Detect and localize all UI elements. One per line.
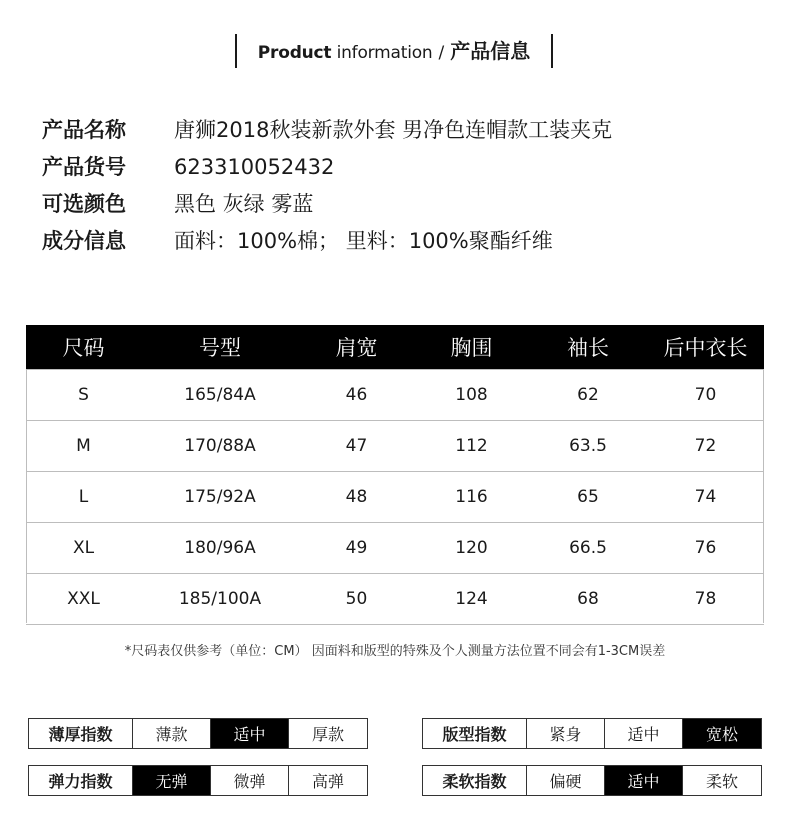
table-cell: 65	[529, 472, 647, 523]
table-cell: 62	[529, 370, 647, 421]
table-cell: 49	[299, 523, 414, 574]
size-note: *尺码表仅供参考（单位：CM） 因面料和版型的特殊及个人测量方法位置不同会有1-3CM误差	[124, 644, 666, 659]
softness-option: 柔软	[705, 772, 738, 791]
title-english	[258, 43, 433, 63]
info-label: 产品货号	[42, 155, 126, 179]
table-cell: XXL	[26, 574, 141, 625]
header-spec: 号型	[141, 325, 299, 370]
title-text	[237, 34, 551, 68]
table-cell: 50	[299, 574, 414, 625]
info-row-name	[42, 112, 612, 149]
table-row	[26, 370, 764, 421]
table-cell: M	[26, 421, 141, 472]
header-sleeve: 袖长	[529, 325, 647, 370]
header-size: 尺码	[26, 325, 141, 370]
elasticity-index	[28, 765, 368, 796]
info-label: 可选颜色	[42, 192, 126, 216]
table-cell: 175/92A	[141, 472, 299, 523]
info-row-composition	[42, 223, 612, 260]
elasticity-index-label: 弹力指数	[29, 766, 133, 795]
table-cell: 74	[647, 472, 764, 523]
info-label: 成分信息	[42, 229, 126, 253]
table-cell: 70	[647, 370, 764, 421]
table-cell: 165/84A	[141, 370, 299, 421]
table-cell: S	[26, 370, 141, 421]
softness-option: 适中	[605, 766, 683, 795]
table-cell: 124	[414, 574, 529, 625]
elasticity-option: 微弹	[211, 766, 289, 795]
fit-option: 紧身	[527, 719, 605, 748]
thickness-index	[28, 718, 368, 749]
table-header-row	[26, 325, 764, 370]
title-separator: /	[438, 43, 445, 63]
table-cell: 48	[299, 472, 414, 523]
softness-index	[422, 765, 762, 796]
title-chinese: 产品信息	[450, 39, 531, 63]
table-cell: 116	[414, 472, 529, 523]
fit-option: 宽松	[683, 719, 761, 748]
thickness-index-label: 薄厚指数	[29, 719, 133, 748]
info-row-colors	[42, 186, 612, 223]
table-cell: 185/100A	[141, 574, 299, 625]
table-cell: 112	[414, 421, 529, 472]
info-row-sku	[42, 149, 612, 186]
table-row	[26, 472, 764, 523]
table-cell: 170/88A	[141, 421, 299, 472]
table-cell: 66.5	[529, 523, 647, 574]
header-shoulder: 肩宽	[299, 325, 414, 370]
info-value: 黑色 灰绿 雾蓝	[174, 192, 314, 216]
title-english-bold: Product	[257, 43, 332, 63]
elasticity-option: 无弹	[133, 766, 211, 795]
thickness-option: 适中	[211, 719, 289, 748]
table-row	[26, 523, 764, 574]
size-table	[26, 325, 764, 625]
table-cell: 120	[414, 523, 529, 574]
product-info	[42, 112, 612, 260]
table-cell: 78	[647, 574, 764, 625]
info-value: 面料：100%棉； 里料：100%聚酯纤维	[174, 229, 553, 253]
table-cell: 76	[647, 523, 764, 574]
table-cell: 72	[647, 421, 764, 472]
fit-index-label: 版型指数	[423, 719, 527, 748]
fit-option: 适中	[605, 719, 683, 748]
info-value: 唐狮2018秋装新款外套 男净色连帽款工装夹克	[174, 118, 613, 142]
table-cell: 108	[414, 370, 529, 421]
header-chest: 胸围	[414, 325, 529, 370]
thickness-option: 厚款	[311, 725, 344, 744]
table-cell: L	[26, 472, 141, 523]
table-row	[26, 421, 764, 472]
elasticity-option: 高弹	[311, 772, 344, 791]
info-label: 产品名称	[42, 118, 126, 142]
table-cell: 63.5	[529, 421, 647, 472]
thickness-option: 薄款	[133, 719, 211, 748]
table-row	[26, 574, 764, 625]
title-divider-right	[551, 34, 553, 68]
table-cell: 47	[299, 421, 414, 472]
table-cell: XL	[26, 523, 141, 574]
softness-index-label: 柔软指数	[423, 766, 527, 795]
softness-option: 偏硬	[527, 766, 605, 795]
table-cell: 46	[299, 370, 414, 421]
table-cell: 68	[529, 574, 647, 625]
table-cell: 180/96A	[141, 523, 299, 574]
section-title	[0, 34, 790, 68]
fit-index	[422, 718, 762, 749]
info-value: 623310052432	[174, 155, 335, 179]
header-length: 后中衣长	[647, 325, 764, 370]
title-english-rest: information	[331, 43, 433, 63]
